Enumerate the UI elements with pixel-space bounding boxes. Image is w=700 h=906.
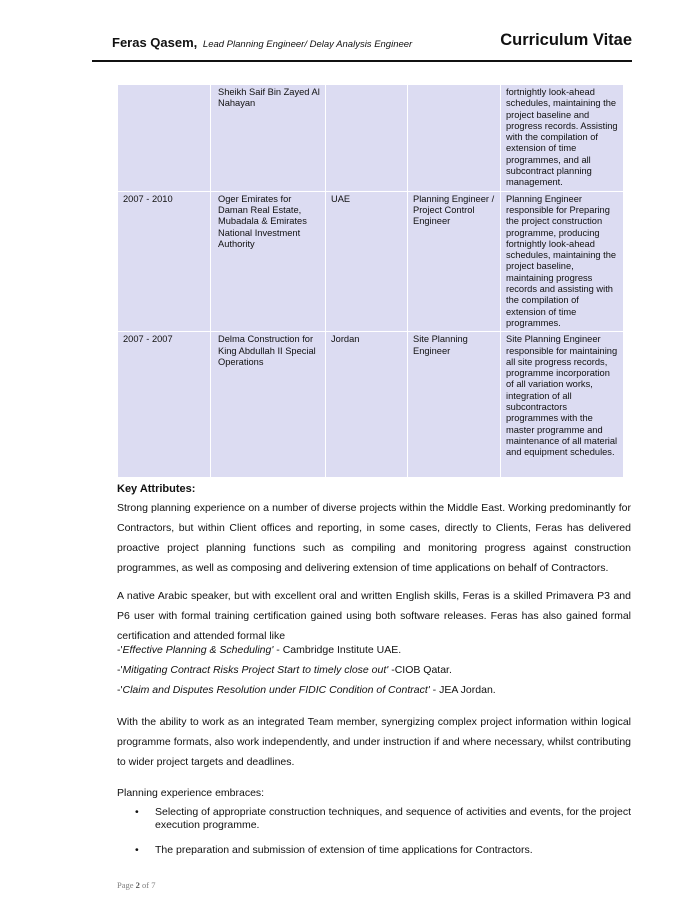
document-title: Curriculum Vitae [500, 31, 632, 49]
employer-cell: Oger Emirates for Daman Real Estate, Mubadala & Emirates National Investment Authority [211, 191, 326, 332]
experience-bullet-list [117, 806, 631, 857]
table-row [118, 332, 624, 478]
period-cell: 2007 - 2010 [118, 191, 211, 332]
duties-cell: fortnightly look-ahead schedules, maintaining the project baseline and progress records. Assisting with the compilation of extension of time programmes, and all subcontract planning management. [501, 85, 624, 192]
page-number: Page 2 of 7 [117, 880, 156, 890]
duties-cell: Planning Engineer responsible for Preparing the project construction programme, producing fortnightly look-ahead schedules, maintaining the project baseline, maintaining progress records and assisting with the compilation of extension of time programmes. [501, 191, 624, 332]
key-attributes-heading: Key Attributes: [117, 483, 196, 495]
period-cell [118, 85, 211, 192]
course-item: -'Claim and Disputes Resolution under FIDIC Condition of Contract' - JEA Jordan. [117, 684, 496, 696]
table-row [118, 191, 624, 332]
bullet-icon: • [135, 806, 139, 818]
experience-table [117, 84, 624, 478]
attributes-paragraph-1: Strong planning experience on a number of diverse projects within the Middle East. Working predominantly for Contractors, but within Client offices and reporting, in some cases, directly to Clients, Feras has delivered proactive project planning functions such as compiling and monitoring progress against construction programmes, as well as composing and delivering extension of time applications on behalf of Contractors. [117, 502, 631, 574]
duties-cell: Site Planning Engineer responsible for maintaining all site progress records, programme incorporation of all variation works, integration of all subcontractors programmes with the master programme and maintenance of all material and equipment schedules. [501, 332, 624, 478]
position-cell: Site Planning Engineer [408, 332, 501, 478]
courses-list [117, 640, 631, 700]
country-cell: UAE [326, 191, 408, 332]
list-item: • Selecting of appropriate construction techniques, and sequence of activities and events, for the project execution programme. [135, 806, 631, 831]
country-cell [326, 85, 408, 192]
bullet-icon: • [135, 844, 139, 856]
attributes-paragraph-2: A native Arabic speaker, but with excellent oral and written English skills, Feras is a skilled Primavera P3 and P6 user with formal training certification gained using both software releases. Feras has also gained formal certification and attended formal like [117, 590, 631, 642]
page-header [92, 30, 632, 60]
course-item: -'Mitigating Contract Risks Project Start to timely close out' -CIOB Qatar. [117, 664, 452, 676]
position-cell [408, 85, 501, 192]
country-cell: Jordan [326, 332, 408, 478]
table-row [118, 85, 624, 192]
employer-cell: Sheikh Saif Bin Zayed Al Nahayan [211, 85, 326, 192]
attributes-paragraph-3: With the ability to work as an integrated Team member, synergizing complex project information within logical programme formats, also work independently, and under instruction if and where necessary, whilst contributing to wider project targets and deadlines. [117, 716, 631, 768]
candidate-name: Feras Qasem, Lead Planning Engineer/ Delay Analysis Engineer [112, 35, 413, 50]
embraces-label: Planning experience embraces: [117, 787, 265, 799]
period-cell: 2007 - 2007 [118, 332, 211, 478]
header-rule [92, 60, 632, 62]
course-item: -'Effective Planning & Scheduling' - Cambridge Institute UAE. [117, 644, 402, 656]
list-item: • The preparation and submission of extension of time applications for Contractors. [135, 844, 533, 856]
position-cell: Planning Engineer / Project Control Engineer [408, 191, 501, 332]
candidate-role: Lead Planning Engineer/ Delay Analysis Engineer [202, 39, 413, 50]
employer-cell: Delma Construction for King Abdullah II Special Operations [211, 332, 326, 478]
